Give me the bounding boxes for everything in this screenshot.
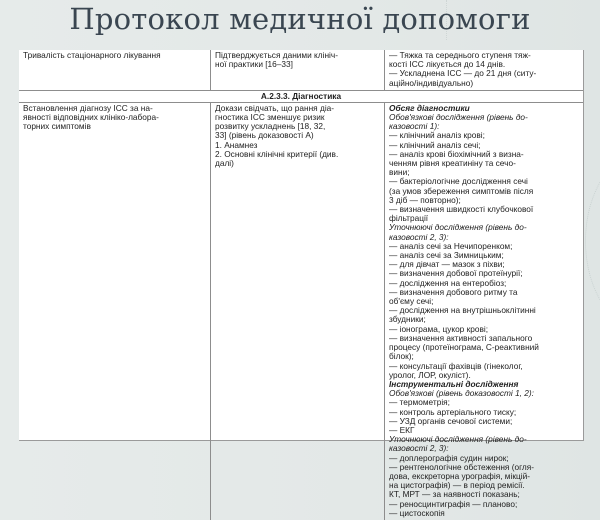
diagnostic-line: збудники; bbox=[389, 314, 426, 325]
cell-criterion bbox=[19, 50, 211, 90]
diagnostic-line: — реносцинтиграфія — планово; bbox=[389, 498, 518, 509]
diagnostic-line: уролог, ЛОР, окуліст). bbox=[389, 369, 471, 380]
diagnostic-line: — ЕКГ bbox=[389, 424, 415, 435]
diagnostic-line: — визначення добового ритму та bbox=[389, 286, 518, 297]
subsection-heading: Інструментальні дослідження bbox=[389, 378, 519, 389]
diagnostic-line: вини; bbox=[389, 167, 410, 178]
slide-title: Протокол медичної допомоги bbox=[69, 2, 531, 36]
diagnostic-line: — аналіз крові біохімічний з визна- bbox=[389, 148, 524, 159]
diagnostic-line: ченням рівня креатиніну та сечо- bbox=[389, 158, 516, 169]
table-row-hospital-stay bbox=[19, 50, 583, 90]
cell-diagnostic-scope bbox=[385, 102, 584, 520]
details-line: — Ускладнена ІСС — до 21 дня (ситу- bbox=[389, 68, 537, 79]
diagnostic-line: — дослідження на ентеробіоз; bbox=[389, 277, 507, 288]
subsection-heading: Обсяг діагностики bbox=[389, 102, 470, 113]
evidence-line: 1. Анамнез bbox=[215, 139, 258, 150]
diagnostic-line: Уточнюючі дослідження (рівень до- bbox=[389, 222, 527, 233]
evidence-line: 2. Основні клінічні критерії (див. bbox=[215, 148, 339, 159]
diagnostic-line: 3 діб — повторно); bbox=[389, 194, 461, 205]
diagnostic-line: казовості 1): bbox=[389, 121, 440, 132]
criterion-line: явності відповідних клініко-лабора- bbox=[23, 112, 159, 123]
diagnostic-line: фільтрації bbox=[389, 213, 429, 224]
diagnostic-line: казовості 2, 3): bbox=[389, 443, 449, 454]
diagnostic-line: — контроль артеріального тиску; bbox=[389, 406, 517, 417]
diagnostic-line: Обов'язкові дослідження (рівень до- bbox=[389, 112, 528, 123]
diagnostic-line: — визначення активності запального bbox=[389, 332, 533, 343]
diagnostic-line: Уточнюючі дослідження (рівень до- bbox=[389, 434, 527, 445]
cell-evidence bbox=[211, 102, 385, 520]
evidence-line: ної практики [16–33] bbox=[215, 59, 293, 70]
protocol-table bbox=[19, 50, 583, 520]
diagnostic-line: — бактеріологічне дослідження сечі bbox=[389, 176, 528, 187]
diagnostic-line: Обов'язкові (рівень доказовості 1, 2): bbox=[389, 388, 534, 399]
diagnostic-line: КТ, МРТ — за наявності показань; bbox=[389, 489, 520, 500]
diagnostic-line: — клінічний аналіз сечі; bbox=[389, 139, 481, 150]
diagnostic-line: — аналіз сечі за Нечипоренком; bbox=[389, 240, 513, 251]
diagnostic-line: — термометрія; bbox=[389, 397, 450, 408]
decorative-dotted-circle bbox=[585, 150, 600, 332]
cell-criterion bbox=[19, 102, 211, 520]
criterion-line: Встановлення діагнозу ІСС за на- bbox=[23, 102, 153, 113]
evidence-line: гностика ІСС зменшує ризик bbox=[215, 112, 325, 123]
criterion-text: Тривалість стаціонарного лікування bbox=[23, 50, 161, 60]
diagnostic-line: (за умов збереження симптомів після bbox=[389, 185, 534, 196]
diagnostic-line: — цистоскопія bbox=[389, 507, 445, 518]
details-line: — Тяжка та середнього ступеня тяж- bbox=[389, 50, 531, 60]
diagnostic-line: — дослідження на внутрішньоклітинні bbox=[389, 305, 536, 316]
diagnostic-line: — іонограма, цукор крові; bbox=[389, 323, 489, 334]
diagnostic-line: процесу (протеїнограма, С-реактивний bbox=[389, 342, 539, 353]
diagnostic-line: дова, екскреторна урографія, мікцій- bbox=[389, 470, 530, 481]
details-line: аційно/індивідуально) bbox=[389, 77, 474, 88]
section-header-diagnostics: А.2.3.3. Діагностика bbox=[19, 90, 583, 102]
criterion-line: торних симптомів bbox=[23, 121, 91, 132]
diagnostic-line: — клінічний аналіз крові; bbox=[389, 130, 485, 141]
evidence-line: 33] (рівень доказовості А) bbox=[215, 130, 314, 141]
cell-evidence bbox=[211, 50, 385, 90]
diagnostic-line: — консультації фахівців (гінеколог, bbox=[389, 360, 523, 371]
table-row-diagnosis bbox=[19, 102, 583, 520]
cell-details bbox=[385, 50, 584, 90]
diagnostic-line: — аналіз сечі за Зимницьким; bbox=[389, 250, 504, 261]
evidence-line: Докази свідчать, що рання діа- bbox=[215, 102, 335, 113]
diagnostic-line: об'єму сечі; bbox=[389, 296, 434, 307]
diagnostic-line: — УЗД органів сечової системи; bbox=[389, 415, 513, 426]
evidence-line: розвитку ускладнень [18, 32, bbox=[215, 121, 326, 132]
protocol-document-image bbox=[19, 50, 584, 518]
evidence-line: далі) bbox=[215, 158, 234, 169]
diagnostic-line: — для дівчат — мазок з піхви; bbox=[389, 259, 505, 270]
diagnostic-line: — визначення добової протеїнурії; bbox=[389, 268, 523, 279]
diagnostic-line: — доплерографія судин нирок; bbox=[389, 452, 509, 463]
diagnostic-line: — рентгенологічне обстеження (огля- bbox=[389, 461, 535, 472]
diagnostic-line: на цистографія) — в період ремісії. bbox=[389, 480, 525, 491]
section-header-row bbox=[19, 90, 583, 102]
evidence-line: Підтверджується даними клініч- bbox=[215, 50, 338, 60]
diagnostic-line: білок); bbox=[389, 351, 414, 362]
diagnostic-line: — визначення швидкості клубочкової bbox=[389, 204, 534, 215]
diagnostic-line: казовості 2, 3): bbox=[389, 231, 449, 242]
details-line: кості ІСС лікується до 14 днів. bbox=[389, 59, 506, 70]
